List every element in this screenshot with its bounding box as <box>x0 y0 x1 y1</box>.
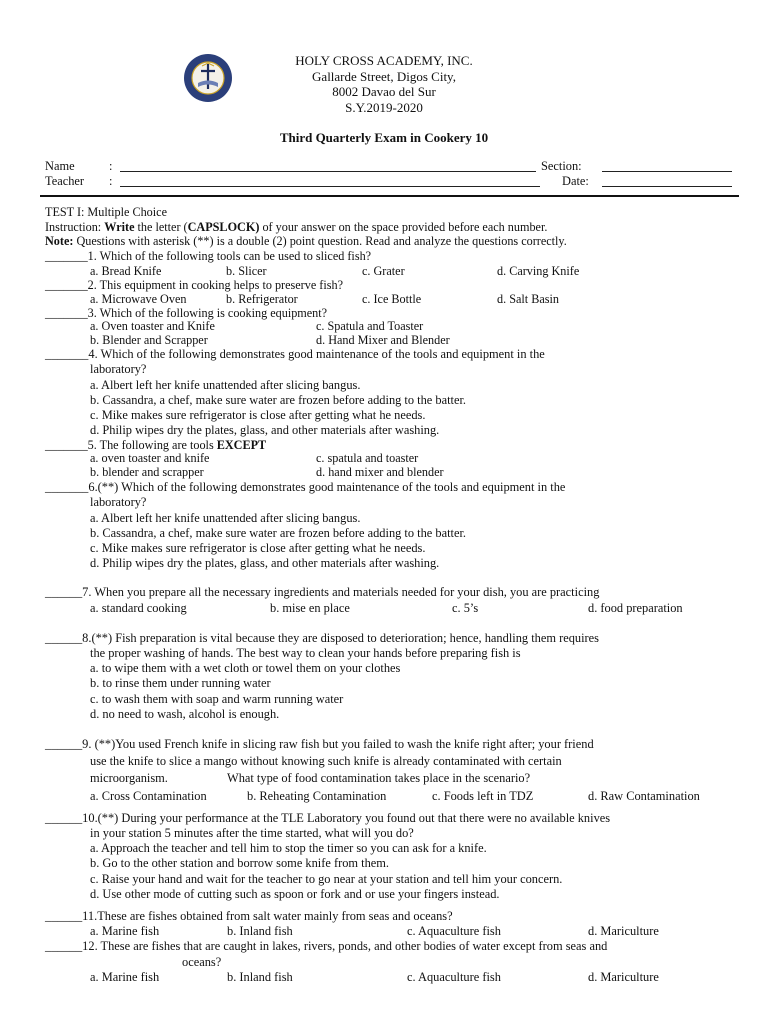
q10-choice-b: b. Go to the other station and borrow some knife from them. <box>90 856 390 870</box>
question-10: ______10.(**) During your performance at the TLE Laboratory you found out that there were no available knives <box>45 811 611 825</box>
q5-choice-a: a. oven toaster and knife <box>90 451 210 465</box>
question-12-line2: oceans? <box>182 955 222 969</box>
q5-choice-c: c. spatula and toaster <box>316 451 419 465</box>
q2-choice-b: b. Refrigerator <box>226 292 298 306</box>
q4-choice-b: b. Cassandra, a chef, make sure water are frozen before adding to the batter. <box>90 393 467 407</box>
q12-choice-c: c. Aquaculture fish <box>407 970 501 984</box>
question-9: ______9. (**)You used French knife in slicing raw fish but you failed to wash the knife right after; your friend <box>45 737 594 751</box>
instr-post: of your answer on the space provided before each number. <box>259 220 548 234</box>
q8-choice-a: a. to wipe them with a wet cloth or towel them on your clothes <box>90 661 401 675</box>
question-5-text: _______5. The following are tools <box>45 438 217 452</box>
question-12: ______12. These are fishes that are caught in lakes, rivers, ponds, and other bodies of water except from seas and <box>45 939 608 953</box>
question-5-except: EXCEPT <box>216 438 267 452</box>
q10-choice-c: c. Raise your hand and wait for the teacher to go near at your station and tell him your concern. <box>90 872 563 886</box>
teacher-colon: : <box>109 174 113 188</box>
q5-choice-d: d. hand mixer and blender <box>316 465 444 479</box>
name-field[interactable] <box>120 171 536 172</box>
q12-choice-d: d. Mariculture <box>588 970 659 984</box>
q3-choice-c: c. Spatula and Toaster <box>316 319 424 333</box>
teacher-field[interactable] <box>120 186 540 187</box>
q3-choice-d: d. Hand Mixer and Blender <box>316 333 450 347</box>
school-street: Gallarde Street, Digos City, <box>312 69 456 84</box>
q2-choice-d: d. Salt Basin <box>497 292 559 306</box>
name-label: Name <box>45 159 75 173</box>
q5-choice-b: b. blender and scrapper <box>90 465 204 479</box>
q7-choice-c: c. 5’s <box>452 601 479 615</box>
question-8: ______8.(**) Fish preparation is vital because they are disposed to deterioration; hence, handling them requires <box>45 631 599 645</box>
q12-choice-b: b. Inland fish <box>227 970 293 984</box>
school-year: S.Y.2019-2020 <box>345 100 423 115</box>
q10-choice-d: d. Use other mode of cutting such as spoon or fork and or use your fingers instead. <box>90 887 500 901</box>
exam-title: Third Quarterly Exam in Cookery 10 <box>279 130 489 145</box>
question-6: _______6.(**) Which of the following demonstrates good maintenance of the tools and equipment in the <box>45 480 566 494</box>
question-6-line2: laboratory? <box>90 495 147 509</box>
q7-choice-a: a. standard cooking <box>90 601 187 615</box>
q1-choice-a: a. Bread Knife <box>90 264 162 278</box>
q9-choice-c: c. Foods left in TDZ <box>432 789 534 803</box>
test-heading: TEST I: Multiple Choice <box>45 205 167 219</box>
instr-mid: the letter ( <box>134 220 188 234</box>
instr-write: Write <box>104 220 135 234</box>
q1-choice-d: d. Carving Knife <box>497 264 580 278</box>
q6-choice-c: c. Mike makes sure refrigerator is close after getting what he needs. <box>90 541 426 555</box>
q1-choice-b: b. Slicer <box>226 264 267 278</box>
q9-choice-d: d. Raw Contamination <box>588 789 700 803</box>
q8-choice-c: c. to wash them with soap and warm running water <box>90 692 344 706</box>
q11-choice-c: c. Aquaculture fish <box>407 924 501 938</box>
question-9-line2: use the knife to slice a mango without knowing such knife is already contaminated with certain <box>90 754 562 768</box>
q11-choice-d: d. Mariculture <box>588 924 659 938</box>
question-10-line2: in your station 5 minutes after the time started, what will you do? <box>90 826 414 840</box>
q11-choice-b: b. Inland fish <box>227 924 293 938</box>
teacher-label: Teacher <box>45 174 85 188</box>
q3-choice-a: a. Oven toaster and Knife <box>90 319 215 333</box>
q9-choice-b: b. Reheating Contamination <box>247 789 387 803</box>
q8-choice-d: d. no need to wash, alcohol is enough. <box>90 707 280 721</box>
q2-choice-c: c. Ice Bottle <box>362 292 422 306</box>
q3-choice-b: b. Blender and Scrapper <box>90 333 208 347</box>
question-2: _______2. This equipment in cooking helps to preserve fish? <box>45 278 343 292</box>
school-city: 8002 Davao del Sur <box>332 84 436 99</box>
q1-choice-c: c. Grater <box>362 264 405 278</box>
q4-choice-a: a. Albert left her knife unattended after slicing bangus. <box>90 378 361 392</box>
instr-caps: CAPSLOCK) <box>187 220 260 234</box>
question-3: _______3. Which of the following is cooking equipment? <box>45 306 328 320</box>
note-line <box>45 234 567 248</box>
question-9-line3b: What type of food contamination takes place in the scenario? <box>227 771 531 785</box>
question-1: _______1. Which of the following tools can be used to sliced fish? <box>45 249 372 263</box>
question-11: ______11.These are fishes obtained from salt water mainly from seas and oceans? <box>45 909 453 923</box>
question-7: ______7. When you prepare all the necessary ingredients and materials needed for your dish, you are practicing <box>45 585 600 599</box>
school-name: HOLY CROSS ACADEMY, INC. <box>295 53 473 68</box>
q7-choice-d: d. food preparation <box>588 601 683 615</box>
date-label: Date: <box>562 174 589 188</box>
q9-choice-a: a. Cross Contamination <box>90 789 207 803</box>
date-field[interactable] <box>602 186 732 187</box>
q11-choice-a: a. Marine fish <box>90 924 160 938</box>
question-8-line2: the proper washing of hands. The best way to clean your hands before preparing fish is <box>90 646 521 660</box>
question-5 <box>45 438 266 452</box>
note-text: Questions with asterisk (**) is a double (2) point question. Read and analyze the questions correctly. <box>73 234 567 248</box>
q10-choice-a: a. Approach the teacher and tell him to stop the timer so you can ask for a knife. <box>90 841 487 855</box>
note-label: Note: <box>45 234 74 248</box>
question-9-line3a: microorganism. <box>90 771 168 785</box>
q8-choice-b: b. to rinse them under running water <box>90 676 271 690</box>
q6-choice-d: d. Philip wipes dry the plates, glass, and other materials after washing. <box>90 556 440 570</box>
q6-choice-a: a. Albert left her knife unattended after slicing bangus. <box>90 511 361 525</box>
q6-choice-b: b. Cassandra, a chef, make sure water are frozen before adding to the batter. <box>90 526 467 540</box>
question-4: _______4. Which of the following demonstrates good maintenance of the tools and equipment in the <box>45 347 545 361</box>
question-4-line2: laboratory? <box>90 362 147 376</box>
q2-choice-a: a. Microwave Oven <box>90 292 187 306</box>
header-divider <box>40 195 739 197</box>
section-label: Section: <box>541 159 582 173</box>
q4-choice-c: c. Mike makes sure refrigerator is close after getting what he needs. <box>90 408 426 422</box>
instr-pre: Instruction: <box>45 220 105 234</box>
section-field[interactable] <box>602 171 732 172</box>
name-colon: : <box>109 159 113 173</box>
q12-choice-a: a. Marine fish <box>90 970 160 984</box>
q4-choice-d: d. Philip wipes dry the plates, glass, and other materials after washing. <box>90 423 440 437</box>
instruction-line <box>45 220 547 234</box>
q7-choice-b: b. mise en place <box>270 601 350 615</box>
